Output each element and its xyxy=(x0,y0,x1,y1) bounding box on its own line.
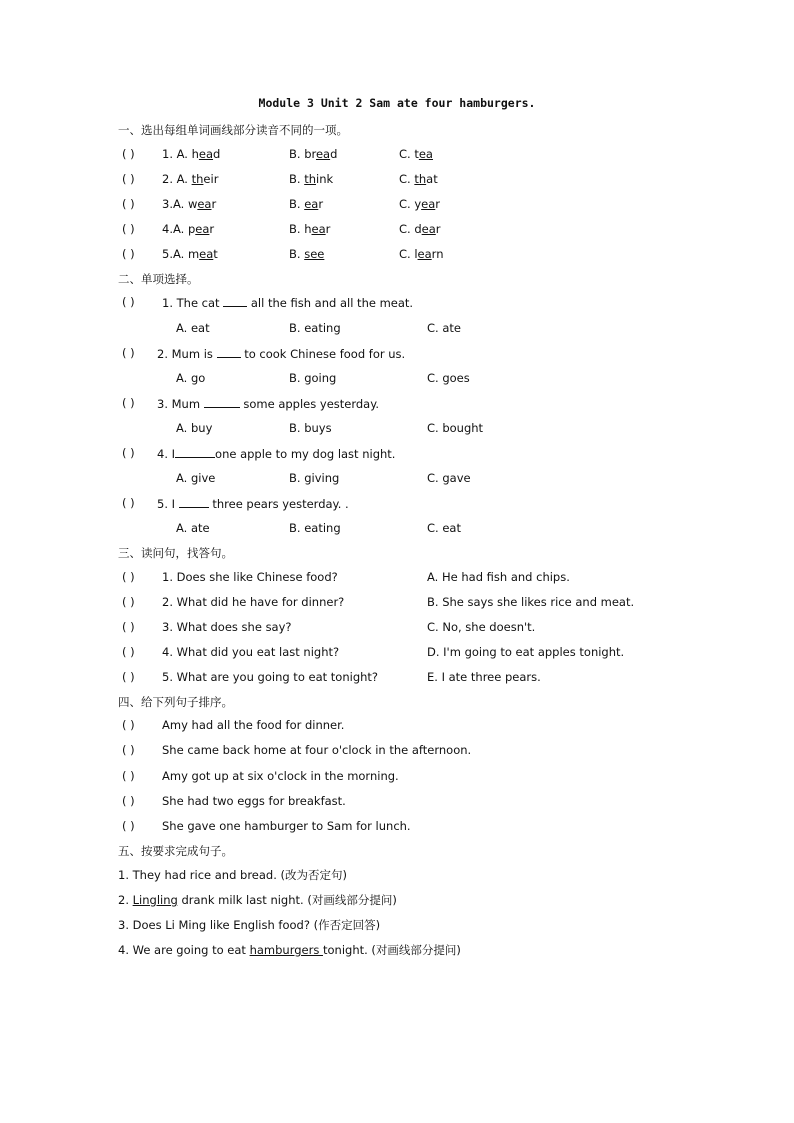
section-5-heading: 五、按要求完成句子。 xyxy=(118,844,233,858)
answer-paren: ( ) xyxy=(122,645,135,659)
part4-sentence-5: ( ) She gave one hamburger to Sam for lunch. xyxy=(122,819,411,833)
part5-item-4: 4. We are going to eat hamburgers tonight. (对画线部分提问) xyxy=(118,943,461,957)
part2-options-2: A. go B. going C. goes xyxy=(176,371,470,385)
part2-options-4: A. give B. giving C. gave xyxy=(176,471,471,485)
answer-paren: ( ) xyxy=(122,496,135,510)
answer-paren: ( ) xyxy=(122,396,135,410)
part1-item-1: ( ) 1. A. head B. bread C. tea xyxy=(122,147,433,161)
answer-paren: ( ) xyxy=(122,794,135,808)
answer-paren: ( ) xyxy=(122,570,135,584)
part5-item-2: 2. Lingling drank milk last night. (对画线部分提问) xyxy=(118,893,397,907)
question-text: 3. What does she say? xyxy=(162,620,292,634)
part2-question-4: ( ) 4. I one apple to my dog last night. xyxy=(122,446,396,461)
page-title: Module 3 Unit 2 Sam ate four hamburgers. xyxy=(258,96,536,110)
answer-paren: ( ) xyxy=(122,743,135,757)
answer-text: D. I'm going to eat apples tonight. xyxy=(427,645,625,659)
part4-sentence-3: ( ) Amy got up at six o'clock in the morning. xyxy=(122,769,399,783)
answer-paren: ( ) xyxy=(122,222,135,236)
answer-text: C. No, she doesn't. xyxy=(427,620,536,634)
answer-paren: ( ) xyxy=(122,172,135,186)
question-text: 1. Does she like Chinese food? xyxy=(162,570,338,584)
question-text: 5. What are you going to eat tonight? xyxy=(162,670,379,684)
part5-item-1: 1. They had rice and bread. (改为否定句) xyxy=(118,868,348,882)
part3-row-2 xyxy=(0,595,794,611)
question-text: 2. What did he have for dinner? xyxy=(162,595,345,609)
part3-row-5 xyxy=(0,670,794,686)
part2-options-5: A. ate B. eating C. eat xyxy=(176,521,461,535)
section-1-heading: 一、选出每组单词画线部分读音不同的一项。 xyxy=(118,123,348,137)
part3-row-1 xyxy=(0,570,794,586)
answer-text: B. She says she likes rice and meat. xyxy=(427,595,635,609)
section-3-heading: 三、读问句，找答句。 xyxy=(118,546,233,560)
part2-options-1: A. eat B. eating C. ate xyxy=(176,321,461,335)
answer-paren: ( ) xyxy=(122,620,135,634)
answer-paren: ( ) xyxy=(122,346,135,360)
part1-item-4: ( ) 4.A. pear B. hear C. dear xyxy=(122,222,441,236)
part1-item-2: ( ) 2. A. their B. think C. that xyxy=(122,172,438,186)
part4-sentence-4: ( ) She had two eggs for breakfast. xyxy=(122,794,346,808)
answer-paren: ( ) xyxy=(122,819,135,833)
answer-paren: ( ) xyxy=(122,247,135,261)
answer-text: E. I ate three pears. xyxy=(427,670,541,684)
answer-paren: ( ) xyxy=(122,446,135,460)
part3-row-4 xyxy=(0,645,794,661)
answer-paren: ( ) xyxy=(122,595,135,609)
answer-paren: ( ) xyxy=(122,769,135,783)
part2-options-3: A. buy B. buys C. bought xyxy=(176,421,484,435)
question-text: 4. What did you eat last night? xyxy=(162,645,340,659)
section-2-heading: 二、单项选择。 xyxy=(118,272,199,286)
part2-question-3: ( ) 3. Mum some apples yesterday. xyxy=(122,396,380,411)
part1-item-3: ( ) 3.A. wear B. ear C. year xyxy=(122,197,441,211)
answer-paren: ( ) xyxy=(122,670,135,684)
part1-item-5: ( ) 5.A. meat B. see C. learn xyxy=(122,247,444,261)
part3-row-3 xyxy=(0,620,794,636)
part2-question-2: ( ) 2. Mum is to cook Chinese food for us. xyxy=(122,346,406,361)
part2-question-1: ( ) 1. The cat all the fish and all the meat. xyxy=(122,295,414,310)
part4-sentence-2: ( ) She came back home at four o'clock in the afternoon. xyxy=(122,743,472,757)
answer-text: A. He had fish and chips. xyxy=(427,570,570,584)
answer-paren: ( ) xyxy=(122,197,135,211)
section-4-heading: 四、给下列句子排序。 xyxy=(118,695,233,709)
answer-paren: ( ) xyxy=(122,295,135,309)
part5-item-3: 3. Does Li Ming like English food? (作否定回答) xyxy=(118,918,381,932)
part2-question-5: ( ) 5. I three pears yesterday. . xyxy=(122,496,349,511)
answer-paren: ( ) xyxy=(122,147,135,161)
answer-paren: ( ) xyxy=(122,718,135,732)
part4-sentence-1: ( ) Amy had all the food for dinner. xyxy=(122,718,345,732)
